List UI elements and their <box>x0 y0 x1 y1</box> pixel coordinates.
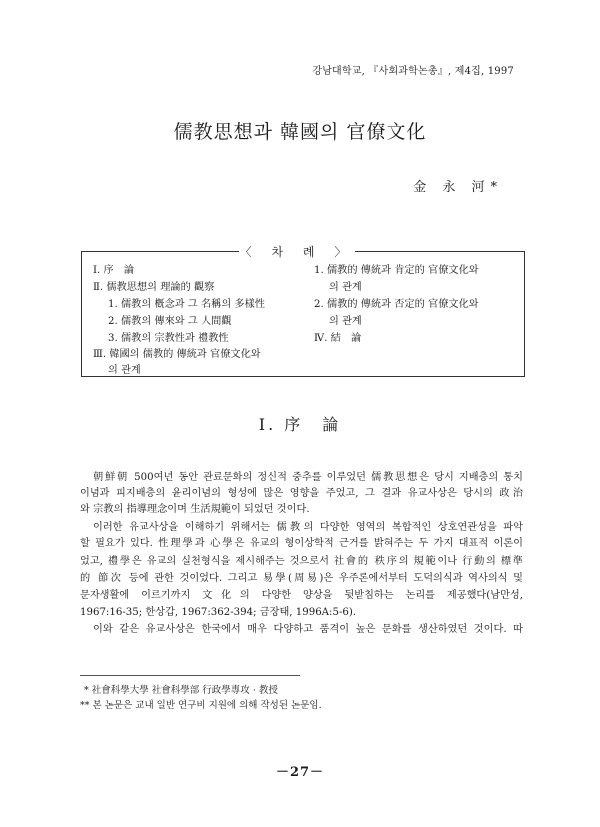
body-line: 이와 같은 유교사상은 한국에서 매우 다양하고 품격이 높은 문화를 생산하였던 것이다. 따 <box>93 624 523 635</box>
toc-heading-label: 차 례 <box>271 245 323 259</box>
toc-item: 1. 儒教의 槪念과 그 名稱의 多樣性 <box>108 299 265 310</box>
body-line: 었고, 禮學은 유교의 실천형식을 제시해주는 것으로서 社會的 秩序의 規範이나 行動의 標準 <box>80 556 523 567</box>
section-heading: Ⅰ. 序 論 <box>258 415 342 434</box>
toc-heading: 〈 차 례 〉 <box>239 245 355 259</box>
footnote: ** 본 논문은 교내 일반 연구비 지원에 의해 작성된 논문임. <box>80 700 322 711</box>
body-line: 1967:16-35; 한상갑, 1967:362-394; 금장태, 1996A:5-6). <box>80 607 357 618</box>
paper-title: 儒教思想과 韓國의 官僚文化 <box>173 121 427 143</box>
toc-item: Ⅰ. 序 論 <box>93 265 135 276</box>
body-line: 와 宗教의 指導理念이며 生活規範이 되었던 것이다. <box>80 504 310 515</box>
toc-item: 2. 儒教의 傳來와 그 人間觀 <box>108 316 232 327</box>
toc-item: 1. 儒教的 傳統과 肯定的 官僚文化와 <box>314 265 479 276</box>
toc-item: Ⅲ. 韓國의 儒教的 傳統과 官僚文化와 <box>93 349 261 360</box>
body-line: 的 節次 등에 관한 것이었다. 그리고 易學(周易)은 우주론에서부터 도덕의식과 역사의식 및 <box>80 573 523 584</box>
footnote: * 社會科學大學 社會科學部 行政學專攻 · 教授 <box>84 685 278 696</box>
footnote-divider <box>80 675 300 676</box>
toc-item: 3. 儒教의 宗教性과 禮教性 <box>108 333 229 344</box>
body-line: 이념과 피지배층의 윤리이념의 형성에 많은 영향을 주었고, 그 결과 유교사상은 당시의 政治 <box>80 488 523 499</box>
toc-item: 의 관계 <box>329 282 362 293</box>
page-number: －27－ <box>275 765 325 780</box>
body-line: 朝鮮朝 500여년 동안 관료문화의 정신적 중추를 이루었던 儒教思想은 당시 지배층의 통치 <box>93 472 523 483</box>
toc-item: Ⅱ. 儒教思想의 理論的 觀察 <box>93 282 215 293</box>
author-name: 金 永 河* <box>413 180 503 195</box>
toc-item: 의 관계 <box>329 316 362 327</box>
body-line: 할 필요가 있다. 性理學과 心學은 유교의 형이상학적 근거를 밝혀주는 두 가지 대표적 이론이 <box>80 538 523 549</box>
body-line: 이러한 유교사상을 이해하기 위해서는 儒教의 다양한 영역의 복합적인 상호연관성을 파악 <box>93 522 523 533</box>
body-line: 문자생활에 이르기까지 文化의 다양한 양상을 뒷받침하는 논리를 제공했다(남만성, <box>80 590 523 601</box>
toc-item: 2. 儒教的 傳統과 否定的 官僚文化와 <box>314 299 479 310</box>
journal-header: 강남대학교, 『사회과학논총』, 제4집, 1997 <box>312 66 514 77</box>
toc-item: Ⅳ. 結 論 <box>314 333 362 344</box>
toc-item: 의 관계 <box>108 365 141 376</box>
